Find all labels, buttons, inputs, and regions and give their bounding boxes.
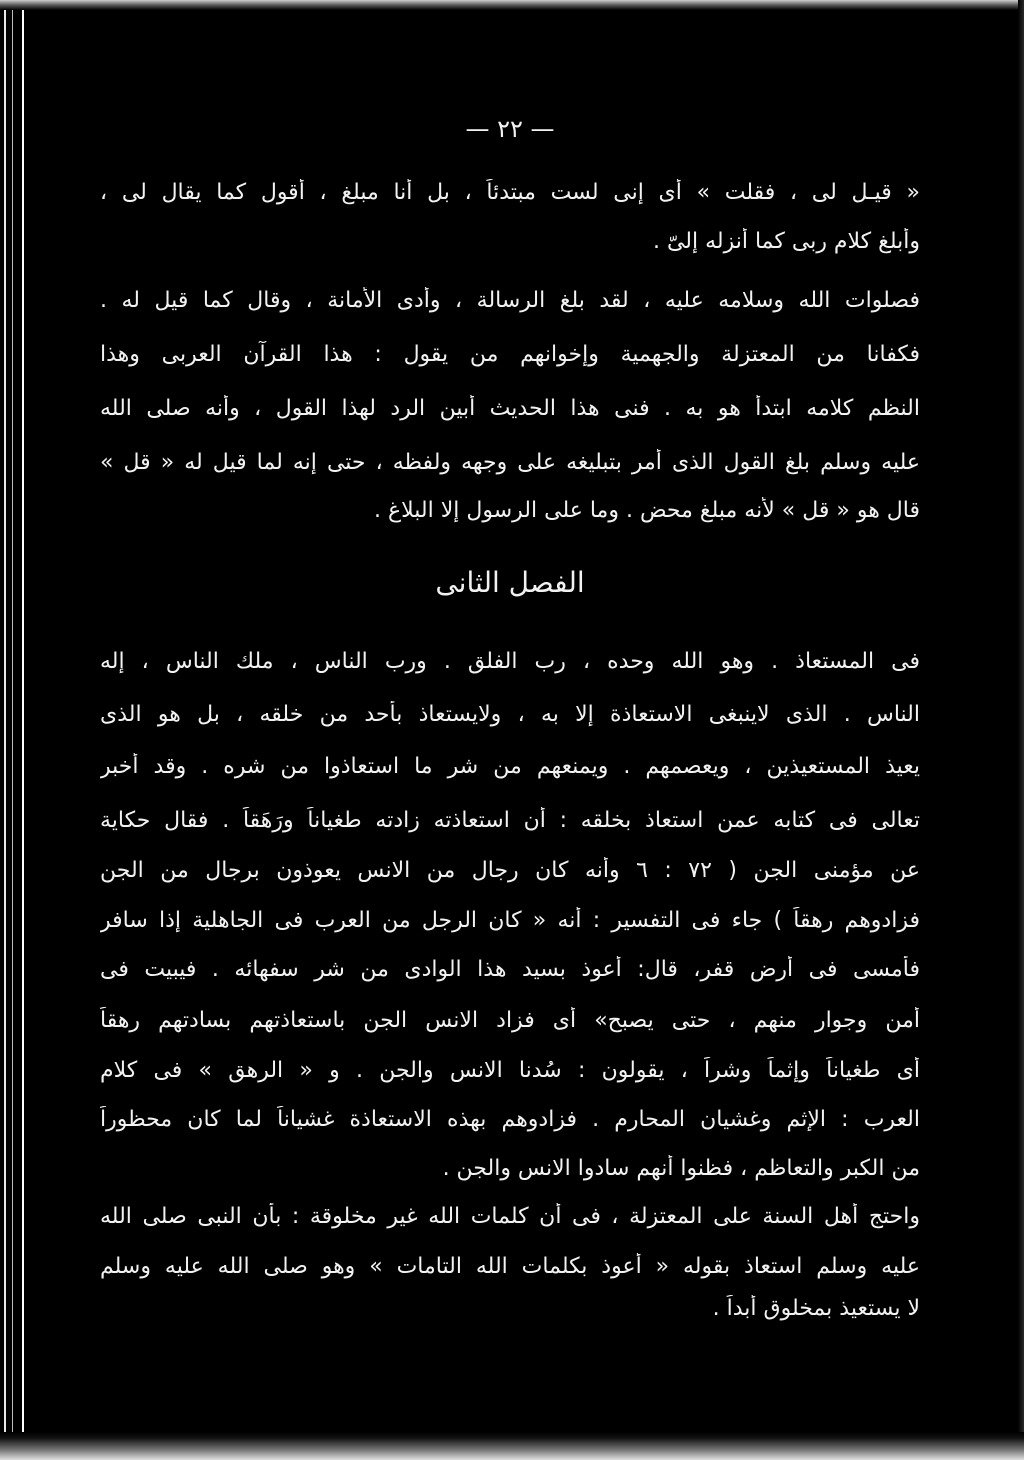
page-number: — ٢٢ — xyxy=(465,115,555,143)
text-line: وأبلغ كلام ربى كما أنزله إلىّ . xyxy=(652,229,920,254)
text-line: فكفانا من المعتزلة والجهمية وإخوانهم من يقول : هذا القرآن العربى وهذا xyxy=(100,342,920,367)
scan-top-edge xyxy=(0,0,1024,10)
text-line: أمن وجوار منهم ، حتى يصبح» أى فزاد الانس الجن باستعاذتهم بسادتهم رهقاً xyxy=(100,1008,920,1033)
scan-right-edge xyxy=(1018,0,1024,1460)
text-line: لا يستعيذ بمخلوق أبداً . xyxy=(712,1296,920,1321)
text-line: واحتج أهل السنة على المعتزلة ، فى أن كلمات الله غير مخلوقة : بأن النبى صلى الله xyxy=(100,1204,920,1229)
text-line: فأمسى فى أرض قفر، قال: أعوذ بسيد هذا الوادى من شر سفهائه . فيبيت فى xyxy=(100,957,920,982)
text-line: النظم كلامه ابتدأ هو به . فنى هذا الحديث أبين الرد لهذا القول ، وأنه صلى الله xyxy=(100,396,920,421)
text-line: الناس . الذى لاينبغى الاستعاذة إلا به ، ولايستعاذ بأحد من خلقه ، بل هو الذى xyxy=(100,702,920,727)
text-line: فصلوات الله وسلامه عليه ، لقد بلغ الرسالة ، وأدى الأمانة ، وقال كما قيل له . xyxy=(100,288,920,313)
page-body xyxy=(70,95,950,1395)
section-title: الفصل الثانى xyxy=(435,566,585,599)
text-line: تعالى فى كتابه عمن استعاذ بخلقه : أن استعاذته زادته طغياناً ورَهَقاً . فقال حكاية xyxy=(100,808,920,833)
text-line: عن مؤمنى الجن ( ٧٢ : ٦ وأنه كان رجال من الانس يعوذون برجال من الجن xyxy=(100,858,920,883)
scan-bottom-edge xyxy=(0,1432,1024,1460)
text-line: من الكبر والتعاظم ، فظنوا أنهم سادوا الانس والجن . xyxy=(442,1156,920,1181)
text-line: العرب : الإثم وغشيان المحارم . فزادوهم بهذه الاستعاذة غشياناً لما كان محظوراً xyxy=(100,1107,920,1132)
text-line: فى المستعاذ . وهو الله وحده ، رب الفلق . ورب الناس ، ملك الناس ، إله xyxy=(100,649,920,674)
text-line: عليه وسلم بلغ القول الذى أمر بتبليغه على وجهه ولفظه ، حتى إنه لما قيل له « قل » xyxy=(100,450,920,475)
text-line: « قيـل لى ، فقلت » أى إنى لست مبتدئاً ، بل أنا مبلغ ، أقول كما يقال لى ، xyxy=(100,180,920,205)
text-line: يعيذ المستعيذين ، ويعصمهم . ويمنعهم من شر ما استعاذوا من شره . وقد أخبر xyxy=(100,754,920,779)
text-line: قال هو « قل » لأنه مبلغ محض . وما على الرسول إلا البلاغ . xyxy=(374,498,920,523)
binding-edge xyxy=(0,0,44,1460)
text-line: أى طغياناً وإثماً وشراً ، يقولون : سُدنا الانس والجن . و « الرهق » فى كلام xyxy=(100,1058,920,1083)
text-line: فزادوهم رهقاً ) جاء فى التفسير : أنه « كان الرجل من العرب فى الجاهلية إذا سافر xyxy=(100,908,920,933)
text-line: عليه وسلم استعاذ بقوله « أعوذ بكلمات الله التامات » وهو صلى الله عليه وسلم xyxy=(100,1254,920,1279)
